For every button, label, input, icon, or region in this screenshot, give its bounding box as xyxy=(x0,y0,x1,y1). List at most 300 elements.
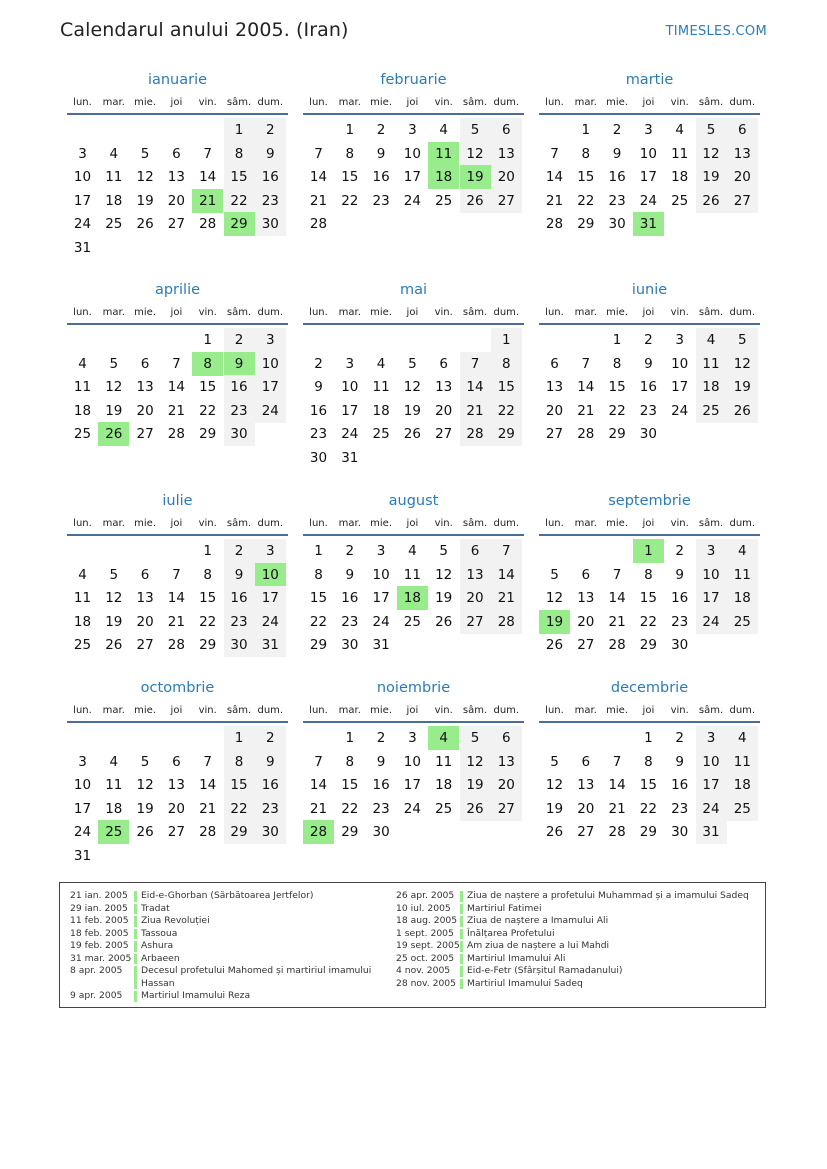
day-cell: 24 xyxy=(639,192,657,209)
day-cell: 17 xyxy=(341,402,359,419)
weekday-label: mar. xyxy=(102,705,125,716)
day-cell: 11 xyxy=(727,563,758,587)
day-cell: 6 xyxy=(581,566,591,583)
day-cell: 12 xyxy=(105,379,123,396)
legend-item xyxy=(70,928,385,941)
day-cell: 18 xyxy=(73,613,92,630)
legend-item xyxy=(396,903,761,916)
weekday-label: sâm. xyxy=(226,307,252,318)
day-cell: 4 xyxy=(675,122,684,138)
day-cell: 15 xyxy=(341,169,359,186)
day-cell: 5 xyxy=(140,145,150,162)
day-cell: 23 xyxy=(671,800,689,817)
day-cell: 16 xyxy=(255,773,286,797)
weekday-label: mar. xyxy=(338,705,361,716)
holiday-day-cell: 1 xyxy=(633,539,664,563)
day-cell: 20 xyxy=(577,800,595,817)
weekday-label: lun. xyxy=(309,307,328,318)
day-cell: 12 xyxy=(545,590,564,607)
day-cell: 29 xyxy=(199,426,217,443)
month-name: august xyxy=(388,493,439,509)
day-cell: 8 xyxy=(314,566,323,583)
day-cell: 11 xyxy=(727,750,758,774)
day-cell: 2 xyxy=(255,118,286,142)
legend-date: 11 feb. 2005 xyxy=(70,915,129,926)
weekday-label: joi xyxy=(170,97,183,108)
day-cell: 21 xyxy=(309,800,328,817)
legend-color-bar xyxy=(460,904,463,915)
day-cell: 7 xyxy=(314,145,323,162)
day-cell: 21 xyxy=(199,800,217,817)
day-cell: 28 xyxy=(309,216,328,233)
month-name: iunie xyxy=(631,282,668,298)
day-cell: 19 xyxy=(105,613,123,630)
weekday-label: mar. xyxy=(338,97,361,108)
day-cell: 3 xyxy=(696,539,727,563)
weekday-label: vin. xyxy=(198,518,217,529)
day-cell: 30 xyxy=(309,450,328,466)
day-cell: 16 xyxy=(608,169,626,186)
day-cell: 27 xyxy=(460,610,491,634)
day-cell: 4 xyxy=(727,726,758,750)
day-cell: 18 xyxy=(73,402,92,419)
day-cell: 23 xyxy=(224,399,255,423)
legend-item xyxy=(70,953,385,966)
day-cell: 1 xyxy=(491,328,522,352)
day-cell: 20 xyxy=(577,613,595,630)
weekday-label: mie. xyxy=(606,97,629,108)
brand-link[interactable]: TIMESLES.COM xyxy=(665,24,767,39)
legend-holiday-name: Eid-e-Fetr (Sfârșitul Ramadanului) xyxy=(467,965,623,976)
weekday-label: dum. xyxy=(257,97,284,108)
weekday-label: lun. xyxy=(545,307,564,318)
weekday-label: lun. xyxy=(73,518,92,529)
day-cell: 11 xyxy=(73,379,92,396)
weekday-header xyxy=(67,307,288,325)
day-cell: 5 xyxy=(460,118,491,142)
day-cell: 21 xyxy=(577,402,595,419)
legend-item xyxy=(396,978,761,991)
weekday-label: joi xyxy=(170,518,183,529)
day-cell: 17 xyxy=(671,379,689,396)
holiday-legend xyxy=(59,882,766,1008)
day-cell: 8 xyxy=(345,753,355,770)
weekday-label: sâm. xyxy=(226,97,252,108)
day-cell: 4 xyxy=(696,328,727,352)
day-cell: 7 xyxy=(203,145,212,162)
weekday-label: joi xyxy=(406,518,419,529)
weekday-label: mar. xyxy=(574,705,597,716)
legend-color-bar xyxy=(460,916,463,927)
day-cell: 31 xyxy=(73,240,92,256)
weekday-label: vin. xyxy=(198,97,217,108)
weekday-label: mar. xyxy=(338,518,361,529)
weekday-label: vin. xyxy=(198,705,217,716)
weekday-label: joi xyxy=(642,97,655,108)
weekday-label: joi xyxy=(170,307,183,318)
day-cell: 27 xyxy=(167,824,185,841)
weekday-label: vin. xyxy=(198,307,217,318)
day-cell: 10 xyxy=(639,145,657,162)
weekday-label: mar. xyxy=(102,97,125,108)
day-cell: 9 xyxy=(376,753,386,770)
day-cell: 4 xyxy=(78,566,87,583)
day-cell: 16 xyxy=(255,165,286,189)
day-cell: 4 xyxy=(376,355,386,372)
day-cell: 3 xyxy=(644,122,653,138)
day-cell: 24 xyxy=(255,399,286,423)
day-cell: 29 xyxy=(309,637,328,654)
day-cell: 19 xyxy=(460,773,491,797)
day-cell: 14 xyxy=(199,777,217,794)
day-cell: 31 xyxy=(73,848,92,864)
weekday-label: mar. xyxy=(574,97,597,108)
day-cell: 11 xyxy=(435,753,453,770)
day-cell: 5 xyxy=(550,566,559,583)
day-cell: 29 xyxy=(639,824,657,841)
day-cell: 28 xyxy=(608,637,626,654)
holiday-day-cell: 28 xyxy=(303,820,334,844)
day-cell: 23 xyxy=(608,192,626,209)
day-cell: 30 xyxy=(608,216,626,233)
day-cell: 11 xyxy=(73,590,92,607)
day-cell: 24 xyxy=(696,610,727,634)
holiday-day-cell: 25 xyxy=(98,820,129,844)
day-cell: 28 xyxy=(577,426,595,443)
day-cell: 28 xyxy=(608,824,626,841)
holiday-day-cell: 26 xyxy=(98,422,129,446)
day-cell: 8 xyxy=(345,145,355,162)
day-cell: 13 xyxy=(491,750,522,774)
day-cell: 14 xyxy=(491,563,522,587)
day-cell: 27 xyxy=(491,797,522,821)
weekday-label: dum. xyxy=(729,518,756,529)
weekday-label: lun. xyxy=(73,705,92,716)
day-cell: 7 xyxy=(491,539,522,563)
legend-holiday-name: Arbaeen xyxy=(141,952,180,964)
weekday-label: joi xyxy=(642,705,655,716)
day-cell: 15 xyxy=(577,169,595,186)
day-cell: 26 xyxy=(435,613,453,630)
weekday-label: lun. xyxy=(309,518,328,529)
day-cell: 29 xyxy=(608,426,626,443)
day-cell: 9 xyxy=(612,145,622,162)
day-cell: 11 xyxy=(696,352,727,376)
day-cell: 16 xyxy=(224,375,255,399)
day-cell: 22 xyxy=(639,800,657,817)
day-cell: 6 xyxy=(491,118,522,142)
weekday-label: sâm. xyxy=(462,307,488,318)
day-cell: 17 xyxy=(255,586,286,610)
legend-date: 31 mar. 2005 xyxy=(70,952,132,964)
day-cell: 14 xyxy=(309,169,328,186)
day-cell: 29 xyxy=(199,637,217,654)
day-cell: 12 xyxy=(545,777,564,794)
day-cell: 12 xyxy=(403,379,421,396)
legend-item xyxy=(396,953,761,966)
day-cell: 14 xyxy=(309,777,328,794)
day-cell: 5 xyxy=(460,726,491,750)
weekday-label: vin. xyxy=(434,518,453,529)
day-cell: 20 xyxy=(727,165,758,189)
legend-color-bar xyxy=(134,916,137,927)
weekday-label: dum. xyxy=(257,307,284,318)
day-cell: 2 xyxy=(255,726,286,750)
day-cell: 27 xyxy=(136,426,154,443)
day-cell: 13 xyxy=(167,169,185,186)
weekday-header xyxy=(539,705,760,723)
day-cell: 22 xyxy=(491,399,522,423)
legend-holiday-name: Ziua de naștere a profetului Muhammad și a imamului Sadeq xyxy=(467,890,749,901)
day-cell: 25 xyxy=(435,192,453,209)
weekday-label: mar. xyxy=(574,307,597,318)
day-cell: 26 xyxy=(460,797,491,821)
day-cell: 17 xyxy=(255,375,286,399)
day-cell: 12 xyxy=(136,777,154,794)
day-cell: 4 xyxy=(109,145,119,162)
legend-item xyxy=(396,890,761,903)
day-cell: 21 xyxy=(167,402,185,419)
day-cell: 12 xyxy=(696,142,727,166)
day-cell: 25 xyxy=(73,426,92,443)
holiday-day-cell: 21 xyxy=(192,189,223,213)
legend-item xyxy=(70,990,385,1003)
day-cell: 26 xyxy=(460,189,491,213)
weekday-label: dum. xyxy=(729,307,756,318)
day-cell: 5 xyxy=(109,355,119,372)
weekday-label: lun. xyxy=(545,97,564,108)
day-cell: 19 xyxy=(136,192,154,209)
holiday-day-cell: 18 xyxy=(428,165,459,189)
day-cell: 24 xyxy=(372,613,390,630)
day-cell: 2 xyxy=(612,122,622,138)
day-cell: 30 xyxy=(671,824,689,841)
legend-date: 9 apr. 2005 xyxy=(70,990,123,1001)
weekday-label: vin. xyxy=(434,705,453,716)
day-cell: 6 xyxy=(727,118,758,142)
legend-date: 10 iul. 2005 xyxy=(396,902,451,914)
day-cell: 12 xyxy=(105,590,123,607)
day-cell: 21 xyxy=(460,399,491,423)
day-cell: 22 xyxy=(199,613,217,630)
legend-color-bar xyxy=(460,891,463,902)
weekday-label: mie. xyxy=(606,307,629,318)
day-cell: 13 xyxy=(577,777,595,794)
day-cell: 5 xyxy=(109,566,119,583)
day-cell: 25 xyxy=(105,216,123,233)
day-cell: 19 xyxy=(545,800,564,817)
day-cell: 15 xyxy=(491,375,522,399)
day-cell: 17 xyxy=(372,590,390,607)
day-cell: 15 xyxy=(341,777,359,794)
day-cell: 2 xyxy=(224,539,255,563)
day-cell: 30 xyxy=(639,426,657,443)
holiday-day-cell: 29 xyxy=(224,212,255,236)
day-cell: 15 xyxy=(309,590,328,607)
day-cell: 18 xyxy=(105,800,123,817)
day-cell: 15 xyxy=(639,777,657,794)
legend-color-bar xyxy=(460,941,463,952)
day-cell: 18 xyxy=(435,777,453,794)
weekday-label: dum. xyxy=(257,518,284,529)
day-cell: 12 xyxy=(727,352,758,376)
weekday-label: vin. xyxy=(434,97,453,108)
legend-color-bar xyxy=(134,941,137,952)
weekday-label: vin. xyxy=(670,518,689,529)
day-cell: 25 xyxy=(696,399,727,423)
day-cell: 29 xyxy=(639,637,657,654)
legend-holiday-name: Martiriul Imamului Sadeq xyxy=(467,977,583,989)
day-cell: 3 xyxy=(345,355,355,372)
weekday-label: sâm. xyxy=(226,705,252,716)
legend-holiday-name: Ziua Revoluției xyxy=(141,915,210,926)
day-cell: 8 xyxy=(491,352,522,376)
day-cell: 26 xyxy=(545,637,564,654)
day-cell: 11 xyxy=(105,777,123,794)
day-cell: 30 xyxy=(255,212,286,236)
day-cell: 20 xyxy=(167,800,185,817)
weekday-label: lun. xyxy=(545,518,564,529)
day-cell: 27 xyxy=(167,216,185,233)
weekday-label: joi xyxy=(642,307,655,318)
day-cell: 21 xyxy=(608,800,626,817)
legend-color-bar xyxy=(134,891,137,902)
day-cell: 14 xyxy=(460,375,491,399)
holiday-day-cell: 19 xyxy=(539,610,570,634)
legend-color-bar xyxy=(134,991,137,1002)
day-cell: 26 xyxy=(136,824,154,841)
day-cell: 13 xyxy=(136,379,154,396)
weekday-label: mar. xyxy=(102,518,125,529)
legend-holiday-name: Înălțarea Profetului xyxy=(467,927,555,939)
legend-color-bar xyxy=(460,966,463,977)
legend-date: 21 ian. 2005 xyxy=(70,890,128,901)
day-cell: 20 xyxy=(491,165,522,189)
day-cell: 29 xyxy=(224,820,255,844)
holiday-day-cell: 11 xyxy=(428,142,459,166)
day-cell: 2 xyxy=(345,543,355,559)
weekday-label: joi xyxy=(406,705,419,716)
day-cell: 20 xyxy=(136,613,154,630)
day-cell: 9 xyxy=(675,753,684,770)
day-cell: 13 xyxy=(545,379,564,396)
day-cell: 7 xyxy=(314,753,323,770)
day-cell: 7 xyxy=(460,352,491,376)
weekday-label: sâm. xyxy=(698,518,724,529)
weekday-header xyxy=(539,97,760,115)
day-cell: 16 xyxy=(309,402,328,419)
day-cell: 30 xyxy=(341,637,359,654)
day-cell: 23 xyxy=(255,189,286,213)
day-cell: 1 xyxy=(203,332,212,348)
day-cell: 22 xyxy=(224,189,255,213)
holiday-day-cell: 31 xyxy=(633,212,664,236)
day-cell: 25 xyxy=(403,613,421,630)
day-cell: 4 xyxy=(408,543,417,559)
day-cell: 22 xyxy=(577,192,595,209)
day-cell: 31 xyxy=(255,633,286,657)
legend-item xyxy=(70,890,385,903)
weekday-label: joi xyxy=(406,307,419,318)
weekday-label: mie. xyxy=(134,705,157,716)
day-cell: 1 xyxy=(314,543,323,559)
holiday-day-cell: 9 xyxy=(224,352,255,376)
day-cell: 27 xyxy=(435,426,453,443)
day-cell: 16 xyxy=(341,590,359,607)
weekday-label: sâm. xyxy=(462,97,488,108)
legend-holiday-name: Martiriul Fatimei xyxy=(467,902,542,914)
day-cell: 13 xyxy=(491,142,522,166)
legend-item xyxy=(396,928,761,941)
day-cell: 2 xyxy=(675,730,684,746)
day-cell: 13 xyxy=(435,379,453,396)
day-cell: 24 xyxy=(696,797,727,821)
holiday-day-cell: 4 xyxy=(428,726,459,750)
month-name: iulie xyxy=(162,493,193,509)
day-cell: 1 xyxy=(203,543,212,559)
day-cell: 16 xyxy=(639,379,657,396)
day-cell: 8 xyxy=(644,566,653,583)
day-cell: 2 xyxy=(675,543,684,559)
legend-color-bar xyxy=(460,979,463,990)
day-cell: 15 xyxy=(224,773,255,797)
weekday-label: mie. xyxy=(370,705,393,716)
legend-column-right xyxy=(396,890,761,990)
day-cell: 18 xyxy=(696,375,727,399)
legend-date: 19 sept. 2005 xyxy=(396,940,460,951)
day-cell: 8 xyxy=(203,566,212,583)
day-cell: 21 xyxy=(608,613,626,630)
day-cell: 12 xyxy=(435,566,453,583)
weekday-label: mie. xyxy=(370,97,393,108)
legend-item xyxy=(396,915,761,928)
weekday-label: dum. xyxy=(729,705,756,716)
day-cell: 31 xyxy=(696,820,727,844)
day-cell: 27 xyxy=(491,189,522,213)
legend-color-bar xyxy=(134,904,137,915)
day-cell: 10 xyxy=(671,355,689,372)
weekday-header xyxy=(303,518,524,536)
day-cell: 20 xyxy=(545,402,564,419)
day-cell: 16 xyxy=(372,777,390,794)
day-cell: 22 xyxy=(608,402,626,419)
day-cell: 20 xyxy=(167,192,185,209)
day-cell: 3 xyxy=(696,726,727,750)
day-cell: 11 xyxy=(671,145,689,162)
day-cell: 8 xyxy=(644,753,653,770)
day-cell: 30 xyxy=(372,824,390,841)
day-cell: 13 xyxy=(577,590,595,607)
weekday-label: lun. xyxy=(545,705,564,716)
legend-date: 1 sept. 2005 xyxy=(396,927,454,939)
legend-date: 18 aug. 2005 xyxy=(396,915,458,926)
day-cell: 28 xyxy=(545,216,564,233)
day-cell: 29 xyxy=(341,824,359,841)
legend-item xyxy=(396,965,761,978)
day-cell: 7 xyxy=(612,566,622,583)
day-cell: 10 xyxy=(255,352,286,376)
weekday-header xyxy=(67,518,288,536)
day-cell: 28 xyxy=(167,637,185,654)
day-cell: 9 xyxy=(224,563,255,587)
day-cell: 15 xyxy=(224,165,255,189)
day-cell: 5 xyxy=(727,328,758,352)
day-cell: 9 xyxy=(255,750,286,774)
day-cell: 11 xyxy=(105,169,123,186)
month-name: octombrie xyxy=(140,680,215,696)
holiday-day-cell: 8 xyxy=(192,352,223,376)
day-cell: 6 xyxy=(460,539,491,563)
